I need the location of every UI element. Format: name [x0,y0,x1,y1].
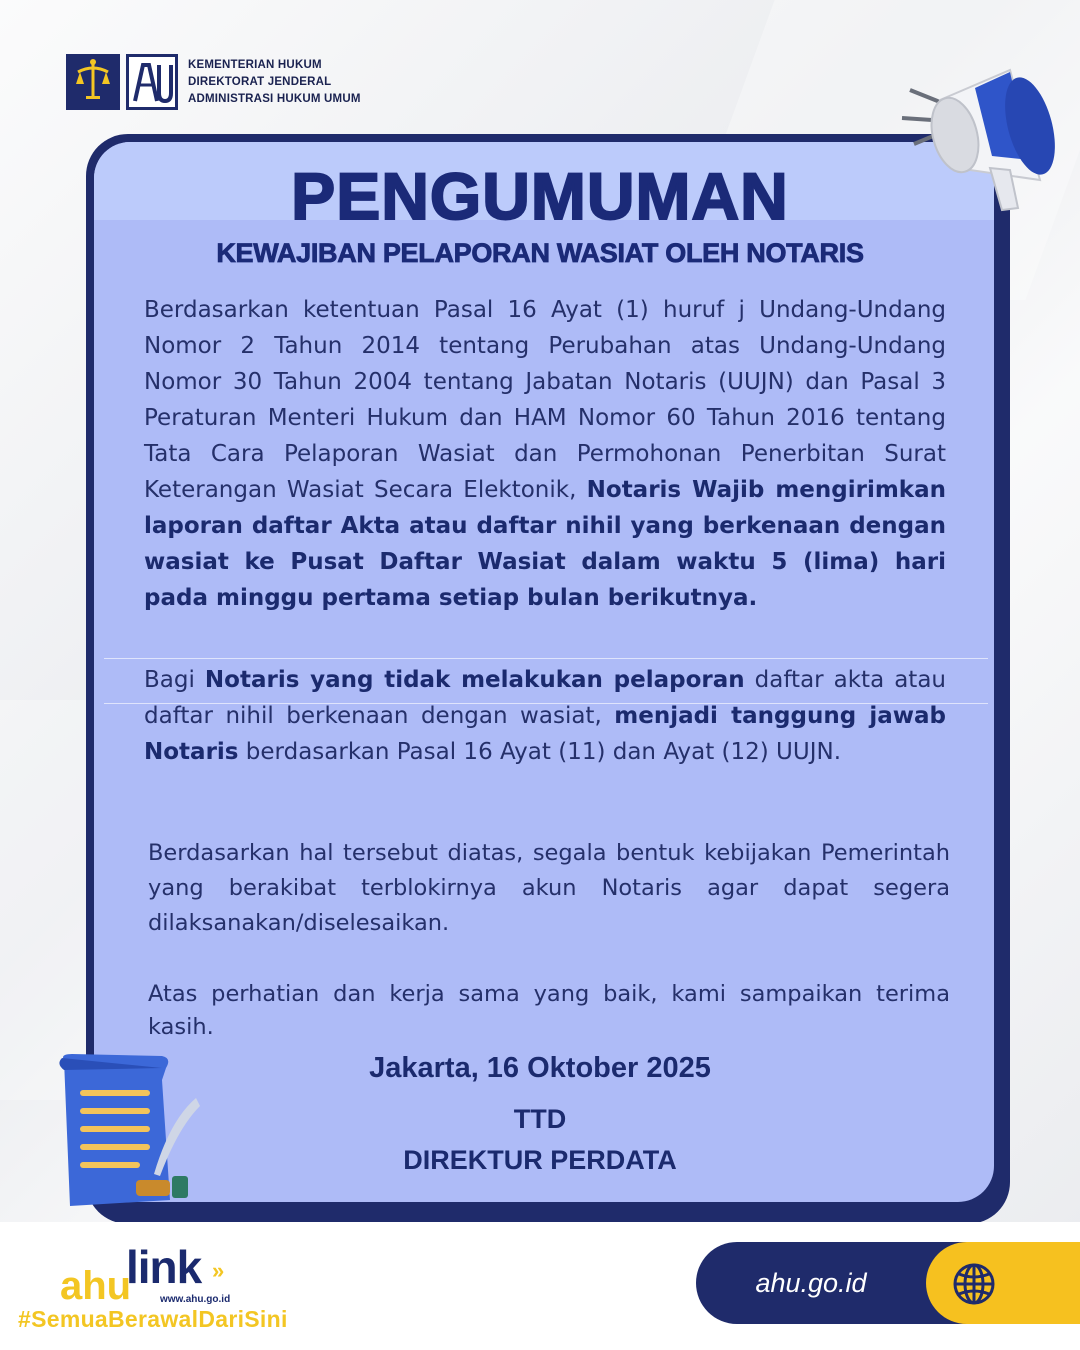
brand-url: www.ahu.go.id [160,1294,231,1305]
brand-ahu: ahu [60,1264,132,1308]
paragraph-responsibility [144,662,946,770]
globe-icon [950,1260,998,1312]
header-logos [66,54,361,110]
brand-link: link [126,1241,202,1293]
megaphone-icon [880,60,1070,230]
org-line-2: DIREKTORAT JENDERAL [188,75,332,88]
announcement-subtitle: KEWAJIBAN PELAPORAN WASIAT OLEH NOTARIS [216,238,864,268]
paragraph-text: Berdasarkan ketentuan Pasal 16 Ayat (1) huruf j Undang-Undang Nomor 2 Tahun 2014 tentang Perubahan atas Undang-Undang Nomor 30 Tahun 2004 tentang Jabatan Notaris (UUJN) dan Pasal 3 Peraturan Menteri Hukum dan HAM Nomor 60 Tahun 2016 tentang Tata Cara Pelaporan Wasiat dan Permohonan Penerbitan Surat Keterangan Wasiat Secara Elektonik, [144,297,946,503]
signatory-title: DIREKTUR PERDATA [403,1145,677,1175]
org-line-1: KEMENTERIAN HUKUM [188,58,322,71]
website-link[interactable]: ahu.go.id [755,1268,867,1298]
org-line-3: ADMINISTRASI HUKUM UMUM [188,92,361,105]
ahu-logo-icon [126,54,178,110]
place-date: Jakarta, 16 Oktober 2025 [369,1052,711,1084]
paragraph-emphasis: Notaris yang tidak melakukan pelaporan [204,667,745,693]
paragraph-closing: Atas perhatian dan kerja sama yang baik, kami sampaikan terima kasih. [148,981,950,1040]
hashtag: #SemuaBerawalDariSini [18,1306,288,1332]
paragraph-emphasis: Notaris Wajib mengirimkan laporan daftar Akta atau daftar nihil yang berkenaan dengan wasiat ke Pusat Daftar Wasiat dalam waktu 5 (lima) hari pada minggu pertama setiap bulan berikutnya. [144,477,946,611]
ministry-emblem-icon [66,54,120,110]
paragraph-text: berdasarkan Pasal 16 Ayat (11) dan Ayat (12) UUJN. [238,739,842,765]
paragraph-legal-basis [144,292,946,616]
announcement-title: PENGUMUMAN [291,159,789,233]
scroll-quill-icon [50,1050,210,1210]
paragraph-policy: Berdasarkan hal tersebut diatas, segala bentuk kebijakan Pemerintah yang berakibat terblokirnya akun Notaris agar dapat segera dilaksanakan/diselesaikan. [148,840,950,936]
organization-name [188,57,361,108]
background-facet [0,700,90,1100]
signature-ttd: TTD [513,1104,567,1134]
paragraph-text: daftar akta atau daftar nihil berkenaan dengan wasiat, [144,667,946,729]
divider [104,658,988,659]
paragraph-emphasis: menjadi tanggung jawab Notaris [144,703,946,765]
chevrons-icon: » [212,1258,225,1283]
paragraph-text: Bagi [144,667,205,693]
